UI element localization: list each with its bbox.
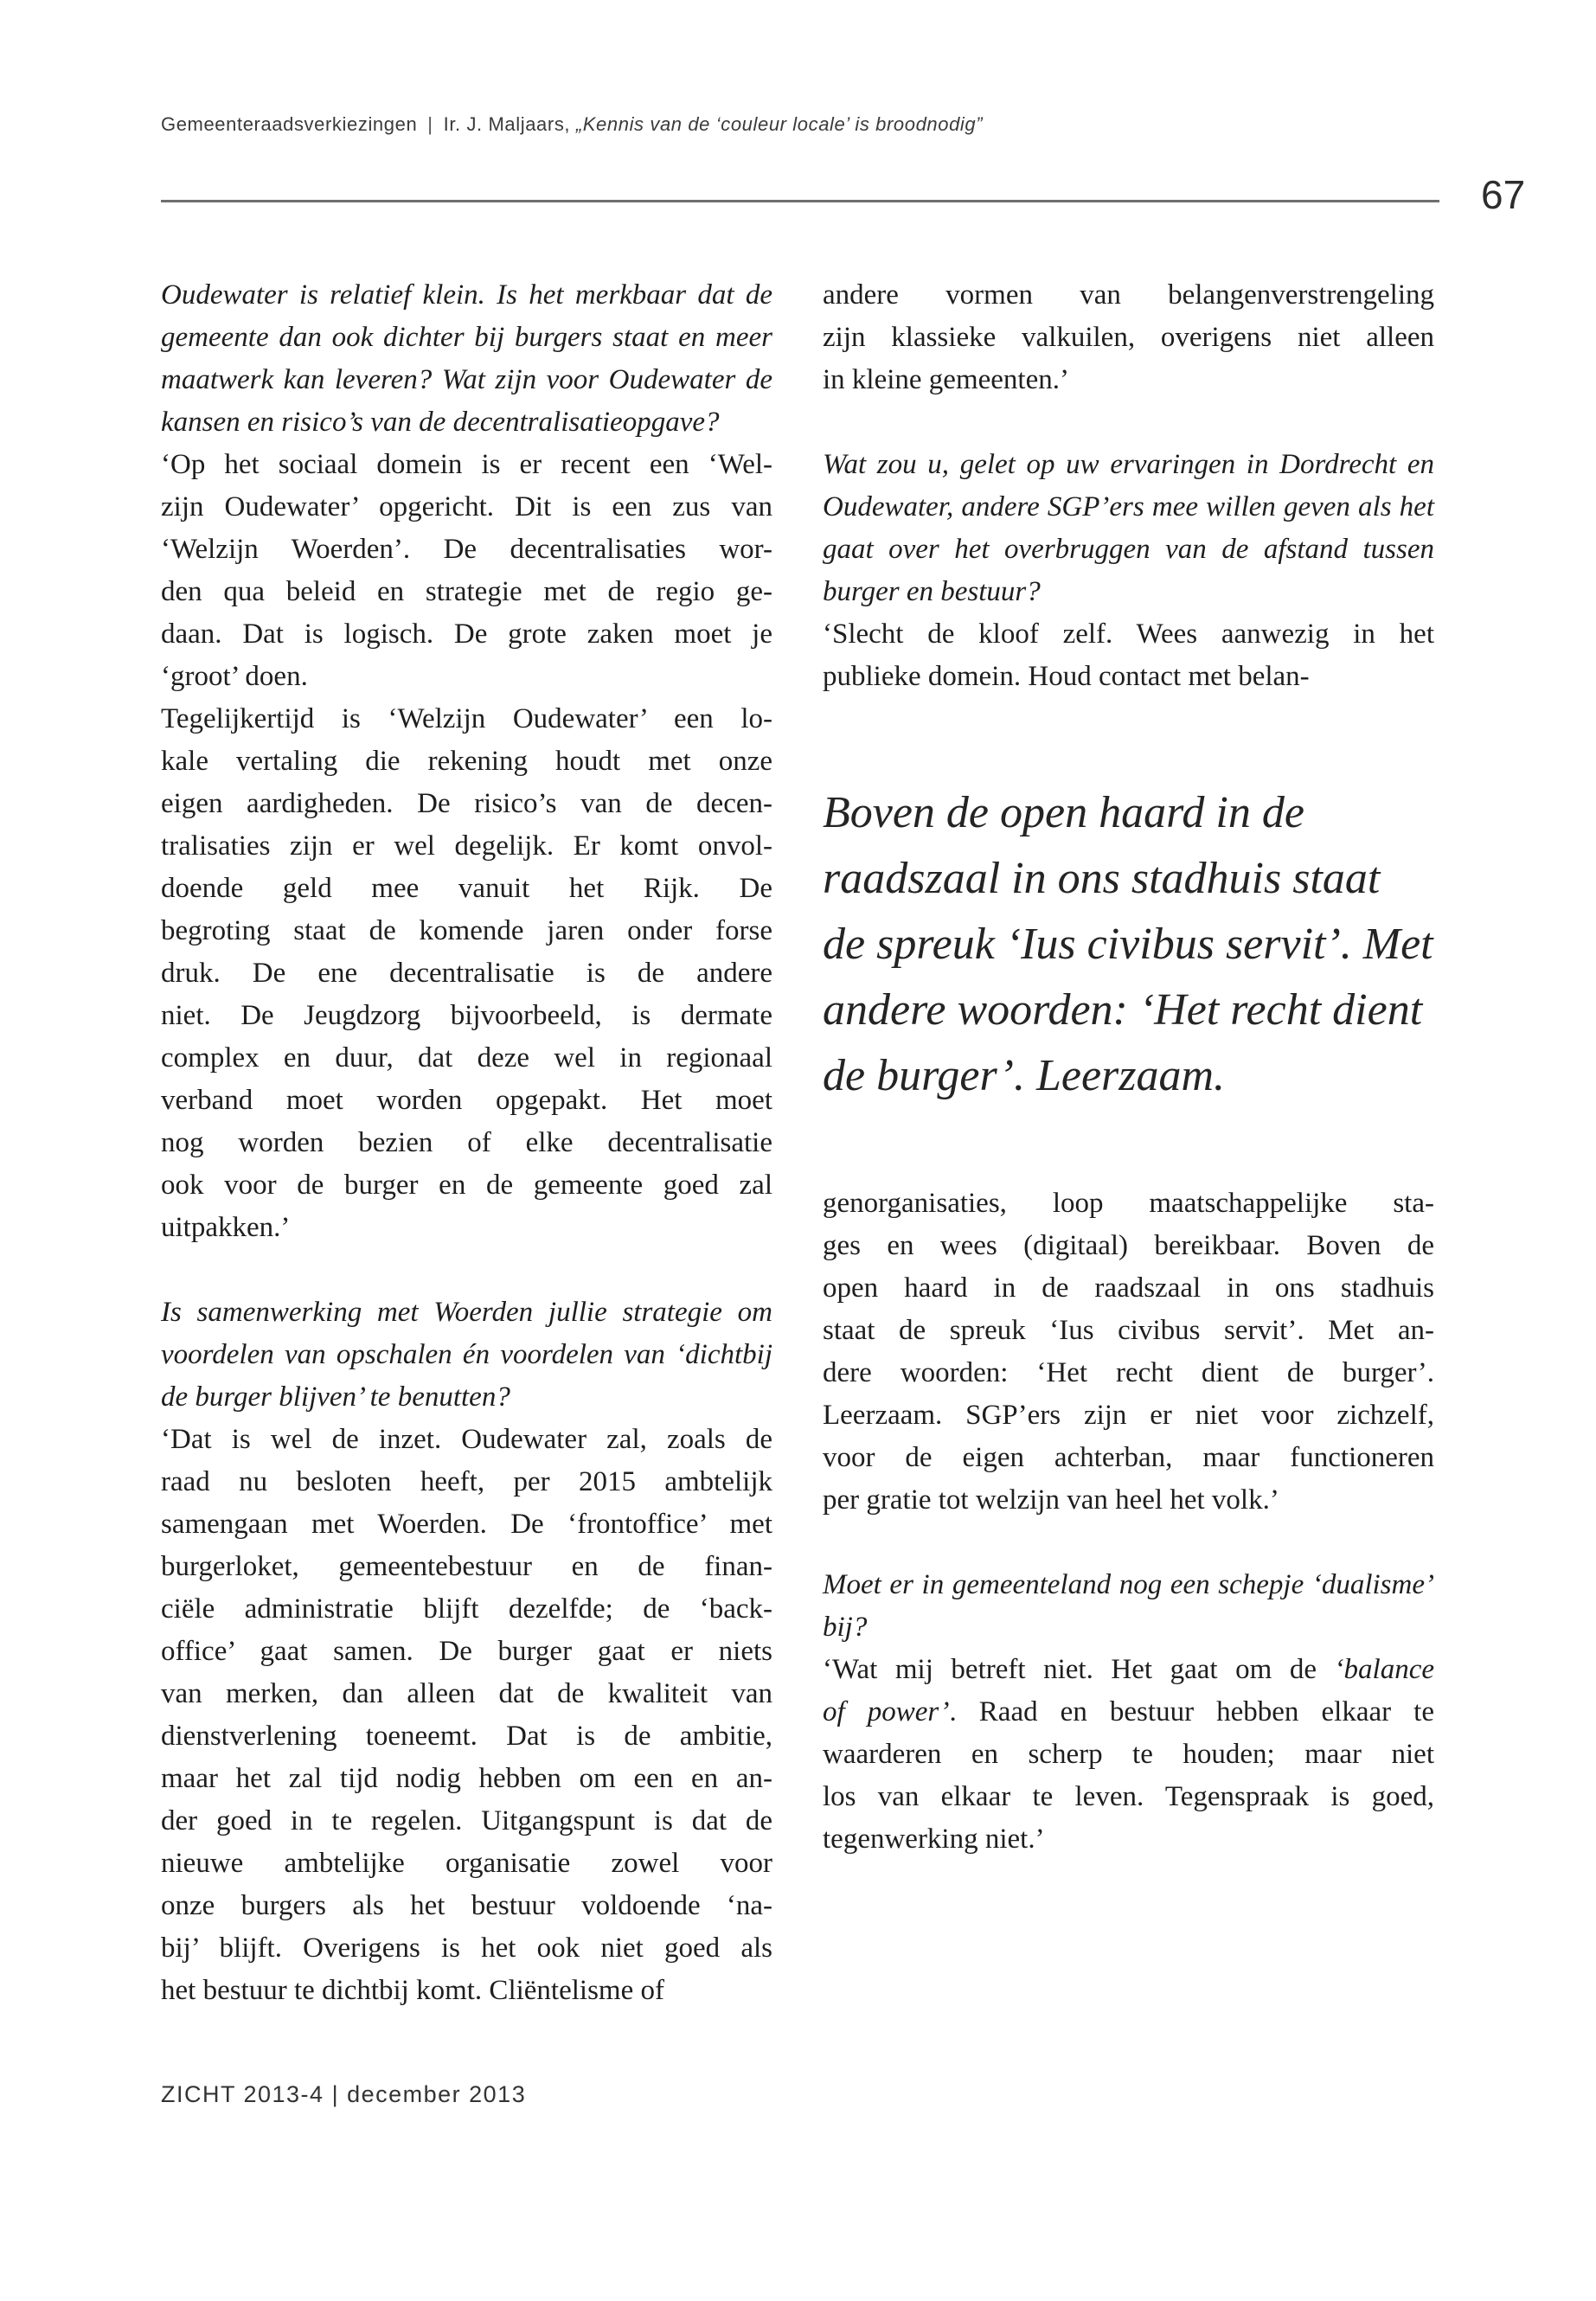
paragraph [823,1522,1434,1564]
text-line [161,317,772,359]
paragraph [161,1419,772,2012]
text-segment: burger en bestuur? [823,576,1041,607]
text-segment: niet. De Jeugdzorg bijvoorbeeld, is dermate [161,1000,772,1031]
text-line [823,359,1434,401]
text-line [161,1673,772,1715]
text-segment: Wat zou u, gelet op uw ervaringen in Dordrecht en [823,449,1434,480]
text-line [823,1352,1434,1394]
text-segment: complex en duur, dat deze wel in regionaal [161,1042,772,1074]
text-line [161,444,772,486]
paragraph [823,1109,1434,1183]
text-line [161,1037,772,1080]
text-segment: ‘Slecht de kloof zelf. Wees aanwezig in het [823,619,1434,650]
text-segment: ‘Welzijn Woerden’. De decentralisaties wor- [161,534,772,565]
text-segment: Boven de open haard in de [823,788,1304,837]
paragraph-lines [823,780,1434,1109]
text-line [161,401,772,444]
text-line [161,1927,772,1970]
paragraph-lines [161,444,772,698]
text-segment: de burger blijven’ te benutten? [161,1381,510,1413]
text-segment: verband moet worden opgepakt. Het moet [161,1085,772,1116]
page-footer [161,2081,526,2108]
paragraph [823,780,1434,1109]
text-segment: Tegelijkertijd is ‘Welzijn Oudewater’ een lo- [161,703,772,734]
paragraph-lines [161,698,772,1249]
text-segment: de spreuk ‘Ius civibus servit’. Met [823,920,1433,969]
text-segment: maatwerk kan leveren? Wat zijn voor Oudewater de [161,364,772,395]
text-line [823,571,1434,613]
text-segment: per gratie tot welzijn van heel het volk.’ [823,1484,1279,1516]
header-article-title: „Kennis van de ‘couleur locale’ is broodnodig” [575,113,984,135]
text-line [161,274,772,317]
text-segment: de burger’. Leerzaam. [823,1051,1226,1100]
text-segment: gaat over het overbruggen van de afstand tussen [823,534,1434,565]
text-segment: burgerloket, gemeentebestuur en de finan- [161,1551,772,1582]
text-segment: ges en wees (digitaal) bereikbaar. Boven de [823,1230,1434,1261]
paragraph-lines [823,613,1434,698]
paragraph-lines [823,1649,1434,1861]
left-column [161,274,772,2012]
text-segment: kale vertaling die rekening houdt met onze [161,746,772,777]
text-segment: druk. De ene decentralisatie is de andere [161,958,772,989]
text-segment: Leerzaam. SGP’ers zijn er niet voor zichzelf, [823,1400,1434,1431]
paragraph [823,274,1434,401]
header-separator: | [427,113,433,135]
text-segment: . Raad en bestuur hebben elkaar te [949,1696,1434,1727]
text-segment: gemeente dan ook dichter bij burgers staat en meer [161,322,772,353]
text-segment: tegenwerking niet.’ [823,1823,1045,1855]
paragraph [823,1564,1434,1649]
text-line [161,656,772,698]
paragraph [823,1649,1434,1861]
text-segment: van merken, dan alleen dat de kwaliteit van [161,1678,772,1709]
text-segment: voordelen van opschalen én voordelen van ‘dichtbij [161,1339,772,1370]
text-segment: ‘Wat mij betreft niet. Het gaat om de [823,1654,1335,1685]
text-line [161,1292,772,1334]
paragraph [161,444,772,698]
text-line [161,740,772,783]
text-segment: andere woorden: ‘Het recht dient [823,985,1423,1035]
text-line [823,1225,1434,1267]
text-line [161,1419,772,1461]
text-segment: dere woorden: ‘Het recht dient de burger’. [823,1357,1434,1388]
running-header [161,113,983,136]
text-line [161,1503,772,1546]
text-line [823,1818,1434,1861]
text-segment: ‘groot’ doen. [161,661,308,692]
text-segment: ‘Dat is wel de inzet. Oudewater zal, zoals de [161,1424,772,1455]
text-segment: der goed in te regelen. Uitgangspunt is dat de [161,1805,772,1836]
text-segment: voor de eigen achterban, maar functioneren [823,1442,1434,1473]
text-line [161,995,772,1037]
text-line [161,1588,772,1631]
text-line [823,274,1434,317]
text-line [161,1164,772,1207]
text-segment: daan. Dat is logisch. De grote zaken moet je [161,619,772,650]
text-segment-italic: of power’ [823,1696,950,1727]
paragraph [161,274,772,444]
text-line [823,1564,1434,1606]
text-line [161,1376,772,1419]
text-line [161,783,772,825]
text-segment: nog worden bezien of elke decentralisatie [161,1127,772,1158]
text-line [161,1715,772,1758]
paragraph-lines [823,274,1434,401]
paragraph-lines [823,444,1434,613]
text-line [823,1437,1434,1479]
paragraph [161,1249,772,1292]
text-line [823,1479,1434,1522]
text-segment: Moet er in gemeenteland nog een schepje ‘dualisme’ [823,1569,1434,1600]
text-segment: zijn klassieke valkuilen, overigens niet alleen [823,322,1434,353]
text-line [823,1394,1434,1437]
text-segment: office’ gaat samen. De burger gaat er niets [161,1636,772,1667]
text-segment: dienstverlening toeneemt. Dat is de ambitie, [161,1721,772,1752]
text-segment: waarderen en scherp te houden; maar niet [823,1739,1434,1770]
text-segment: bij’ blijft. Overigens is het ook niet goed als [161,1932,772,1964]
text-line [823,1691,1434,1734]
text-segment: Oudewater, andere SGP’ers mee willen geven als het [823,491,1434,522]
text-line [823,317,1434,359]
page-number: 67 [1481,172,1526,217]
text-segment: zijn Oudewater’ opgericht. Dit is een zus van [161,491,772,522]
right-column [823,274,1434,2012]
text-line [823,1734,1434,1776]
text-segment: raadszaal in ons stadhuis staat [823,854,1381,903]
text-line [161,1546,772,1588]
paragraph-lines [161,1292,772,1419]
text-segment: open haard in de raadszaal in ons stadhuis [823,1272,1434,1304]
text-line [161,1843,772,1885]
text-line [161,1758,772,1800]
text-segment: Is samenwerking met Woerden jullie strategie om [161,1297,772,1328]
text-line [823,1606,1434,1649]
text-segment: ook voor de burger en de gemeente goed zal [161,1170,772,1201]
article-body [161,274,1434,2012]
text-segment: ciële administratie blijft dezelfde; de ‘back- [161,1593,772,1625]
text-line [823,780,1434,846]
header-rule [161,200,1439,202]
text-segment: staat de spreuk ‘Ius civibus servit’. Met an- [823,1315,1434,1346]
text-line [161,1080,772,1122]
text-line [161,529,772,571]
paragraph-lines [823,1564,1434,1649]
paragraph-lines [161,1419,772,2012]
paragraph-lines [161,274,772,444]
text-segment-italic: ‘balance [1334,1654,1434,1685]
text-line [161,486,772,529]
text-line [161,1885,772,1927]
text-segment: raad nu besloten heeft, per 2015 ambtelijk [161,1466,772,1497]
text-segment: begroting staat de komende jaren onder forse [161,915,772,946]
text-line [161,1461,772,1503]
text-segment: kansen en risico’s van de decentralisatieopgave? [161,407,720,438]
text-segment: ‘Op het sociaal domein is er recent een ‘Wel- [161,449,772,480]
paragraph [823,613,1434,698]
paragraph [823,444,1434,613]
text-line [823,1267,1434,1310]
text-line [161,571,772,613]
text-segment: den qua beleid en strategie met de regio ge- [161,576,772,607]
paragraph [161,698,772,1249]
text-segment: samengaan met Woerden. De ‘frontoffice’ met [161,1509,772,1540]
text-line [823,912,1434,977]
paragraph [161,1292,772,1419]
text-line [161,825,772,868]
text-line [823,613,1434,656]
paragraph [823,1183,1434,1522]
text-line [161,1631,772,1673]
text-segment: andere vormen van belangenverstrengeling [823,279,1434,311]
text-line [161,1334,772,1376]
text-line [823,1043,1434,1109]
paragraph [823,698,1434,780]
text-line [823,444,1434,486]
text-line [823,1183,1434,1225]
text-line [161,698,772,740]
text-line [161,1207,772,1249]
text-line [161,1122,772,1164]
text-segment: maar het zal tijd nodig hebben om een en an- [161,1763,772,1794]
text-line [161,613,772,656]
text-segment: in kleine gemeenten.’ [823,364,1069,395]
header-section-label: Gemeenteraadsverkiezingen [161,113,418,135]
text-line [823,1310,1434,1352]
text-line [161,868,772,910]
text-segment: publieke domein. Houd contact met belan- [823,661,1310,692]
text-segment: onze burgers als het bestuur voldoende ‘na- [161,1890,772,1921]
text-line [823,846,1434,912]
text-line [161,952,772,995]
text-segment: los van elkaar te leven. Tegenspraak is goed, [823,1781,1434,1812]
paragraph-lines [823,1183,1434,1522]
text-segment: bij? [823,1612,868,1643]
text-line [823,977,1434,1043]
text-segment: eigen aardigheden. De risico’s van de decen- [161,788,772,819]
text-line [823,1776,1434,1818]
text-segment: nieuwe ambtelijke organisatie zowel voor [161,1848,772,1879]
text-line [161,359,772,401]
header-author: Ir. J. Maljaars, [443,113,571,135]
text-line [823,1649,1434,1691]
text-segment: Oudewater is relatief klein. Is het merkbaar dat de [161,279,772,311]
text-line [823,656,1434,698]
paragraph [823,401,1434,444]
text-line [161,1970,772,2012]
text-line [161,1800,772,1843]
text-segment: genorganisaties, loop maatschappelijke sta- [823,1188,1434,1219]
text-segment: tralisaties zijn er wel degelijk. Er komt onvol- [161,830,772,862]
footer-text: ZICHT 2013-4 | december 2013 [161,2081,527,2107]
text-segment: doende geld mee vanuit het Rijk. De [161,873,772,904]
text-line [823,529,1434,571]
text-line [823,486,1434,529]
text-segment: uitpakken.’ [161,1212,291,1243]
text-line [161,910,772,952]
text-segment: het bestuur te dichtbij komt. Cliëntelisme of [161,1975,664,2006]
